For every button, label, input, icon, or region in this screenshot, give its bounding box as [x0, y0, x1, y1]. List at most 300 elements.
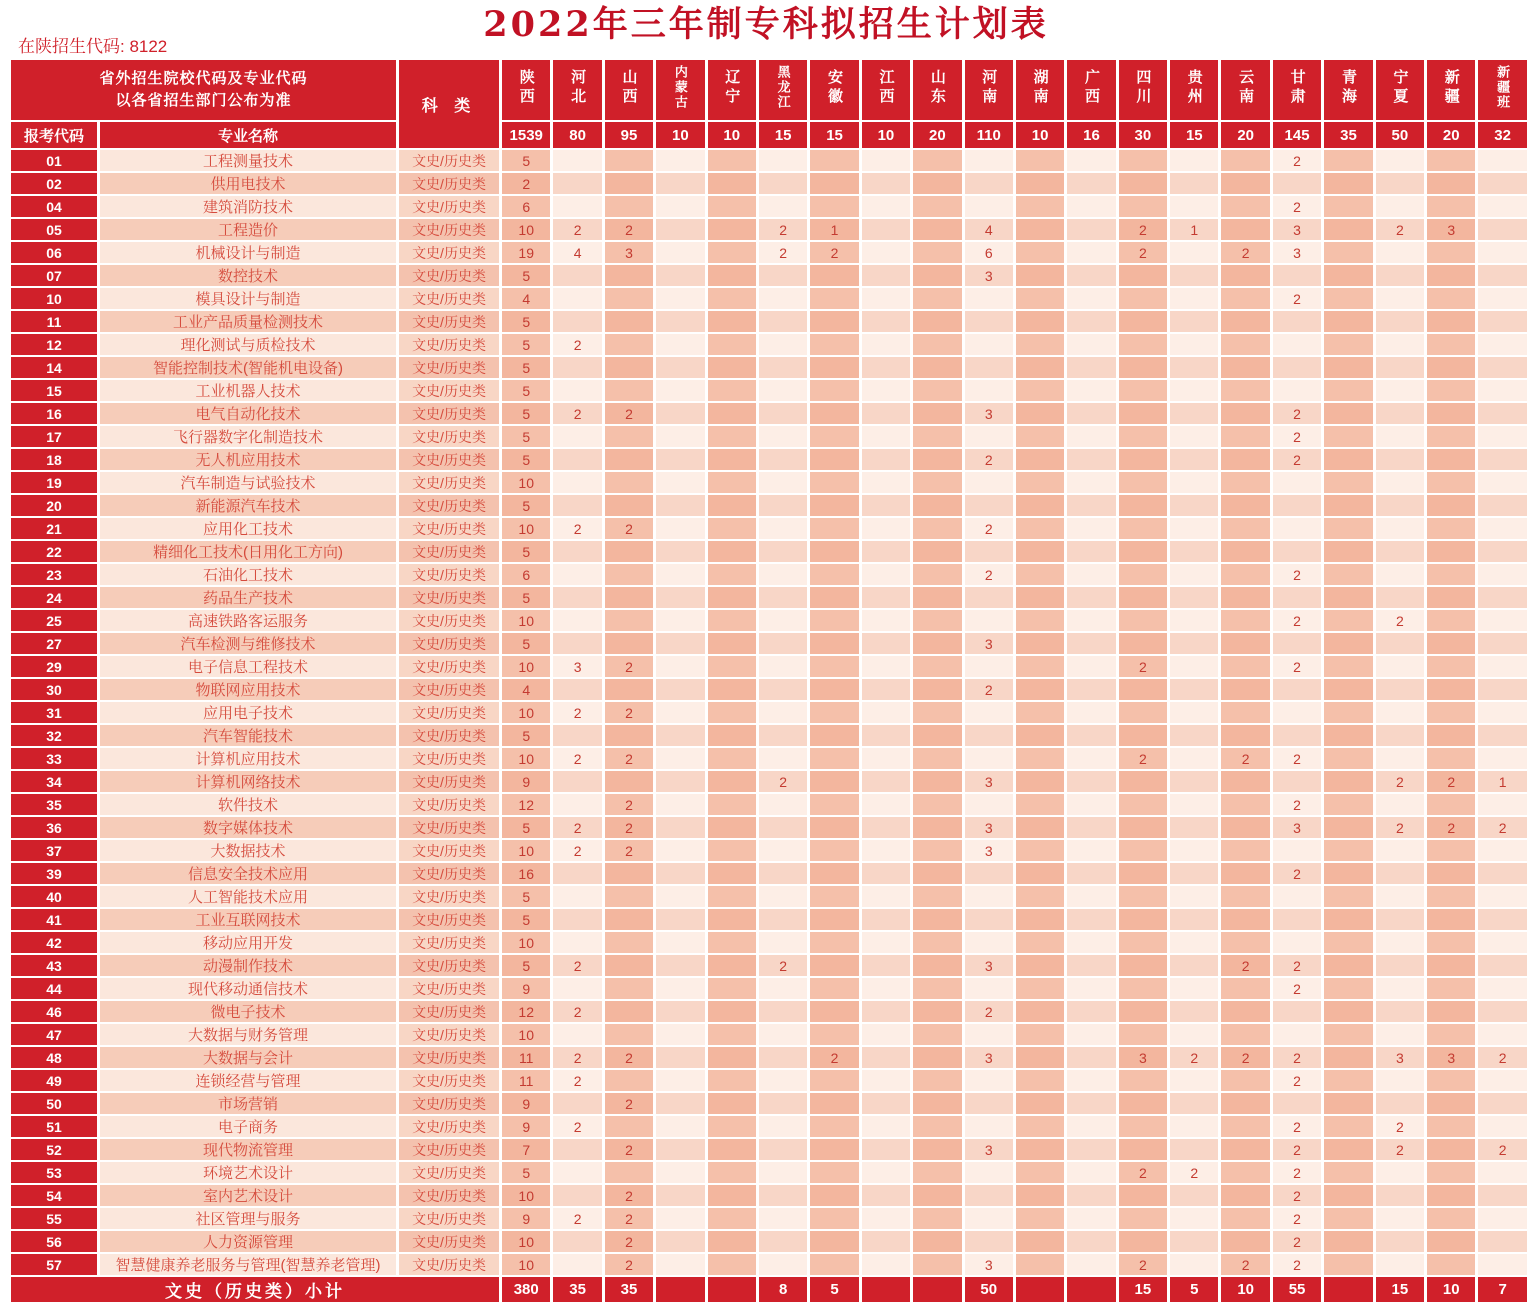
value-cell [1427, 426, 1475, 447]
value-cell [1016, 955, 1064, 976]
value-cell: 3 [965, 633, 1013, 654]
value-cell [1478, 1254, 1526, 1275]
province-name: 辽宁 [723, 68, 741, 107]
value-cell: 2 [1170, 1047, 1218, 1068]
value-cell [1119, 771, 1167, 792]
value-cell [1067, 656, 1115, 677]
value-cell [605, 173, 653, 194]
value-cell [1067, 426, 1115, 447]
value-cell [1376, 426, 1424, 447]
value-cell [656, 955, 704, 976]
value-cell [1324, 633, 1372, 654]
value-cell [605, 311, 653, 332]
table-row [11, 495, 1527, 516]
value-cell: 5 [502, 311, 550, 332]
value-cell [1427, 495, 1475, 516]
value-cell [1427, 863, 1475, 884]
value-cell [708, 426, 756, 447]
value-cell [1376, 725, 1424, 746]
value-cell [810, 449, 858, 470]
value-cell [913, 1231, 961, 1252]
value-cell [553, 1139, 601, 1160]
value-cell [1376, 311, 1424, 332]
subject-type-cell: 文史/历史类 [399, 679, 499, 700]
value-cell [1119, 288, 1167, 309]
value-cell [913, 495, 961, 516]
value-cell [1324, 610, 1372, 631]
row-code: 37 [11, 840, 97, 861]
value-cell [1119, 1185, 1167, 1206]
value-cell: 2 [1376, 1116, 1424, 1137]
value-cell [1067, 449, 1115, 470]
value-cell [913, 840, 961, 861]
value-cell [1324, 334, 1372, 355]
value-cell [1478, 173, 1526, 194]
value-cell [759, 173, 807, 194]
value-cell [1376, 242, 1424, 263]
value-cell: 2 [965, 1001, 1013, 1022]
value-cell [1324, 472, 1372, 493]
value-cell [810, 1254, 858, 1275]
value-cell: 2 [1376, 1139, 1424, 1160]
value-cell [862, 541, 910, 562]
value-cell [1324, 1231, 1372, 1252]
table-row [11, 1162, 1527, 1183]
value-cell [1324, 242, 1372, 263]
value-cell [759, 794, 807, 815]
subject-type-cell: 文史/历史类 [399, 656, 499, 677]
value-cell: 7 [502, 1139, 550, 1160]
value-cell: 2 [1119, 748, 1167, 769]
value-cell [1170, 633, 1218, 654]
value-cell [965, 1070, 1013, 1091]
subject-type-cell: 文史/历史类 [399, 886, 499, 907]
major-name: 物联网应用技术 [100, 679, 396, 700]
value-cell: 2 [1221, 1254, 1269, 1275]
value-cell [1376, 932, 1424, 953]
value-cell [1427, 1116, 1475, 1137]
value-cell [605, 978, 653, 999]
table-row [11, 403, 1527, 424]
value-cell [1478, 955, 1526, 976]
province-header [1221, 60, 1269, 120]
value-cell [1427, 725, 1475, 746]
capacity-cell: 10 [656, 122, 704, 148]
subject-type-cell: 文史/历史类 [399, 794, 499, 815]
value-cell [1170, 380, 1218, 401]
value-cell [708, 978, 756, 999]
value-cell [1221, 472, 1269, 493]
subject-type-cell: 文史/历史类 [399, 196, 499, 217]
value-cell [1427, 311, 1475, 332]
value-cell [1427, 955, 1475, 976]
value-cell [553, 311, 601, 332]
major-name: 应用电子技术 [100, 702, 396, 723]
value-cell [1376, 1001, 1424, 1022]
value-cell [656, 1093, 704, 1114]
value-cell: 2 [553, 334, 601, 355]
value-cell [1324, 587, 1372, 608]
value-cell: 2 [605, 817, 653, 838]
value-cell [1324, 150, 1372, 171]
value-cell [1376, 541, 1424, 562]
value-cell [1016, 403, 1064, 424]
value-cell [553, 1093, 601, 1114]
table-row [11, 587, 1527, 608]
value-cell [1067, 196, 1115, 217]
value-cell [1324, 1093, 1372, 1114]
value-cell [1221, 909, 1269, 930]
value-cell [1478, 196, 1526, 217]
value-cell: 2 [605, 219, 653, 240]
value-cell: 2 [1376, 771, 1424, 792]
value-cell [759, 1070, 807, 1091]
table-row [11, 541, 1527, 562]
value-cell [1478, 1001, 1526, 1022]
value-cell [708, 863, 756, 884]
value-cell [656, 1162, 704, 1183]
value-cell [656, 587, 704, 608]
value-cell [965, 794, 1013, 815]
value-cell [1170, 472, 1218, 493]
value-cell [1427, 472, 1475, 493]
value-cell [1221, 886, 1269, 907]
value-cell [913, 1093, 961, 1114]
value-cell: 2 [1273, 196, 1321, 217]
value-cell [1376, 748, 1424, 769]
capacity-cell: 20 [913, 122, 961, 148]
value-cell: 5 [502, 265, 550, 286]
value-cell [1273, 679, 1321, 700]
value-cell [656, 564, 704, 585]
major-name: 机械设计与制造 [100, 242, 396, 263]
value-cell [1324, 909, 1372, 930]
value-cell [1221, 863, 1269, 884]
value-cell [1067, 1070, 1115, 1091]
province-header [1016, 60, 1064, 120]
value-cell [1016, 610, 1064, 631]
value-cell [708, 909, 756, 930]
table-row [11, 978, 1527, 999]
value-cell [1016, 196, 1064, 217]
value-cell [1273, 1093, 1321, 1114]
value-cell [913, 817, 961, 838]
value-cell [1273, 886, 1321, 907]
value-cell [759, 196, 807, 217]
value-cell [1221, 288, 1269, 309]
major-name: 电子信息工程技术 [100, 656, 396, 677]
value-cell [759, 587, 807, 608]
major-name: 现代移动通信技术 [100, 978, 396, 999]
table-row [11, 817, 1527, 838]
plan-table [8, 58, 1530, 1304]
major-name: 工业产品质量检测技术 [100, 311, 396, 332]
value-cell [1067, 334, 1115, 355]
capacity-cell: 1539 [502, 122, 550, 148]
value-cell: 2 [1221, 1047, 1269, 1068]
value-cell: 10 [502, 610, 550, 631]
value-cell [1067, 1185, 1115, 1206]
row-code: 21 [11, 518, 97, 539]
value-cell [1324, 656, 1372, 677]
province-header [1376, 60, 1424, 120]
value-cell [1067, 219, 1115, 240]
value-cell [656, 748, 704, 769]
value-cell: 4 [502, 288, 550, 309]
value-cell [1067, 794, 1115, 815]
value-cell [913, 219, 961, 240]
value-cell [965, 150, 1013, 171]
value-cell [810, 610, 858, 631]
row-code: 30 [11, 679, 97, 700]
subject-type-cell: 文史/历史类 [399, 610, 499, 631]
value-cell: 3 [1273, 242, 1321, 263]
value-cell [913, 679, 961, 700]
subject-type-cell: 文史/历史类 [399, 403, 499, 424]
value-cell [1067, 1162, 1115, 1183]
major-name: 动漫制作技术 [100, 955, 396, 976]
value-cell [1478, 564, 1526, 585]
value-cell [1016, 656, 1064, 677]
value-cell [1016, 1185, 1064, 1206]
value-cell [1016, 518, 1064, 539]
value-cell [605, 587, 653, 608]
value-cell [862, 219, 910, 240]
value-cell [913, 771, 961, 792]
value-cell [1324, 288, 1372, 309]
value-cell [1067, 679, 1115, 700]
value-cell [810, 1231, 858, 1252]
subject-type-cell: 文史/历史类 [399, 978, 499, 999]
value-cell [810, 1024, 858, 1045]
table-row [11, 840, 1527, 861]
value-cell: 3 [965, 1254, 1013, 1275]
value-cell [759, 311, 807, 332]
value-cell [862, 1208, 910, 1229]
value-cell: 2 [1119, 1162, 1167, 1183]
value-cell [1067, 1093, 1115, 1114]
value-cell [708, 265, 756, 286]
value-cell [1324, 449, 1372, 470]
value-cell [1324, 1047, 1372, 1068]
row-code: 44 [11, 978, 97, 999]
value-cell [605, 472, 653, 493]
major-name: 应用化工技术 [100, 518, 396, 539]
subject-type-cell: 文史/历史类 [399, 380, 499, 401]
value-cell [1016, 426, 1064, 447]
value-cell: 2 [553, 1070, 601, 1091]
row-code: 11 [11, 311, 97, 332]
value-cell: 2 [605, 656, 653, 677]
value-cell [1067, 633, 1115, 654]
value-cell [1221, 219, 1269, 240]
value-cell [708, 1208, 756, 1229]
value-cell: 10 [502, 1185, 550, 1206]
footer-value: 5 [1170, 1277, 1218, 1302]
value-cell [656, 978, 704, 999]
row-code: 23 [11, 564, 97, 585]
value-cell [1478, 150, 1526, 171]
value-cell [862, 955, 910, 976]
value-cell [1016, 748, 1064, 769]
value-cell [862, 817, 910, 838]
value-cell [1376, 1185, 1424, 1206]
subject-type-cell: 文史/历史类 [399, 633, 499, 654]
subject-type-cell: 文史/历史类 [399, 1047, 499, 1068]
value-cell [1427, 656, 1475, 677]
value-cell [965, 587, 1013, 608]
value-cell [708, 518, 756, 539]
value-cell [1478, 978, 1526, 999]
province-name: 甘肃 [1288, 68, 1306, 107]
value-cell [913, 311, 961, 332]
value-cell: 2 [1273, 955, 1321, 976]
value-cell [913, 150, 961, 171]
value-cell [1067, 472, 1115, 493]
value-cell [1016, 679, 1064, 700]
value-cell [759, 610, 807, 631]
value-cell [1170, 1024, 1218, 1045]
value-cell [1376, 794, 1424, 815]
capacity-cell: 10 [1016, 122, 1064, 148]
value-cell [1427, 1231, 1475, 1252]
value-cell: 10 [502, 1254, 550, 1275]
value-cell [708, 817, 756, 838]
value-cell [1478, 1070, 1526, 1091]
major-name: 石油化工技术 [100, 564, 396, 585]
value-cell [1016, 472, 1064, 493]
row-code: 19 [11, 472, 97, 493]
value-cell [1170, 840, 1218, 861]
value-cell [913, 1185, 961, 1206]
major-name: 移动应用开发 [100, 932, 396, 953]
province-name: 广西 [1083, 68, 1100, 107]
value-cell [1067, 173, 1115, 194]
value-cell [656, 242, 704, 263]
major-name: 飞行器数字化制造技术 [100, 426, 396, 447]
value-cell [1324, 955, 1372, 976]
value-cell [656, 380, 704, 401]
value-cell [913, 1070, 961, 1091]
province-name: 山西 [620, 68, 638, 107]
table-row [11, 886, 1527, 907]
row-code: 39 [11, 863, 97, 884]
value-cell: 2 [1119, 656, 1167, 677]
value-cell [605, 725, 653, 746]
value-cell [1221, 1070, 1269, 1091]
value-cell: 1 [1170, 219, 1218, 240]
value-cell [1170, 564, 1218, 585]
subject-type-cell: 文史/历史类 [399, 955, 499, 976]
value-cell: 6 [502, 564, 550, 585]
value-cell [810, 288, 858, 309]
value-cell: 9 [502, 1208, 550, 1229]
value-cell [1221, 840, 1269, 861]
value-cell [862, 173, 910, 194]
value-cell [708, 311, 756, 332]
header-note [11, 60, 396, 120]
value-cell [1478, 679, 1526, 700]
value-cell [708, 656, 756, 677]
value-cell [656, 840, 704, 861]
value-cell [1221, 380, 1269, 401]
value-cell [1067, 265, 1115, 286]
value-cell: 5 [502, 495, 550, 516]
value-cell [862, 978, 910, 999]
value-cell [1427, 1093, 1475, 1114]
value-cell [759, 403, 807, 424]
value-cell [1324, 1024, 1372, 1045]
value-cell: 3 [965, 403, 1013, 424]
value-cell [1427, 150, 1475, 171]
major-name: 室内艺术设计 [100, 1185, 396, 1206]
capacity-cell: 10 [862, 122, 910, 148]
value-cell [1478, 242, 1526, 263]
value-cell [862, 909, 910, 930]
value-cell [810, 311, 858, 332]
value-cell [708, 1185, 756, 1206]
value-cell [1221, 311, 1269, 332]
value-cell [759, 495, 807, 516]
value-cell: 2 [1170, 1162, 1218, 1183]
value-cell [708, 610, 756, 631]
value-cell [1170, 449, 1218, 470]
subject-type-cell: 文史/历史类 [399, 334, 499, 355]
value-cell: 2 [1478, 1047, 1526, 1068]
footer-value [913, 1277, 961, 1302]
value-cell: 5 [502, 886, 550, 907]
table-row [11, 1116, 1527, 1137]
value-cell [759, 932, 807, 953]
value-cell [1273, 909, 1321, 930]
value-cell [1170, 1116, 1218, 1137]
major-name: 社区管理与服务 [100, 1208, 396, 1229]
value-cell [1016, 1093, 1064, 1114]
value-cell [1478, 1116, 1526, 1137]
subject-type-cell: 文史/历史类 [399, 1231, 499, 1252]
value-cell [1324, 817, 1372, 838]
value-cell [965, 311, 1013, 332]
value-cell [1427, 1208, 1475, 1229]
value-cell [605, 1024, 653, 1045]
value-cell [553, 380, 601, 401]
value-cell [553, 1024, 601, 1045]
row-code: 16 [11, 403, 97, 424]
value-cell [1324, 495, 1372, 516]
value-cell: 2 [1273, 449, 1321, 470]
value-cell: 9 [502, 771, 550, 792]
value-cell [1221, 518, 1269, 539]
value-cell [810, 1139, 858, 1160]
value-cell [553, 472, 601, 493]
value-cell [1170, 403, 1218, 424]
province-header [1067, 60, 1115, 120]
value-cell [1016, 863, 1064, 884]
value-cell [1324, 219, 1372, 240]
capacity-cell: 95 [605, 122, 653, 148]
value-cell [965, 196, 1013, 217]
value-cell [1376, 357, 1424, 378]
value-cell: 2 [1376, 817, 1424, 838]
value-cell [1427, 633, 1475, 654]
value-cell [708, 1231, 756, 1252]
value-cell [605, 357, 653, 378]
value-cell [1016, 978, 1064, 999]
table-row [11, 863, 1527, 884]
value-cell [1478, 311, 1526, 332]
value-cell [708, 196, 756, 217]
value-cell [708, 748, 756, 769]
